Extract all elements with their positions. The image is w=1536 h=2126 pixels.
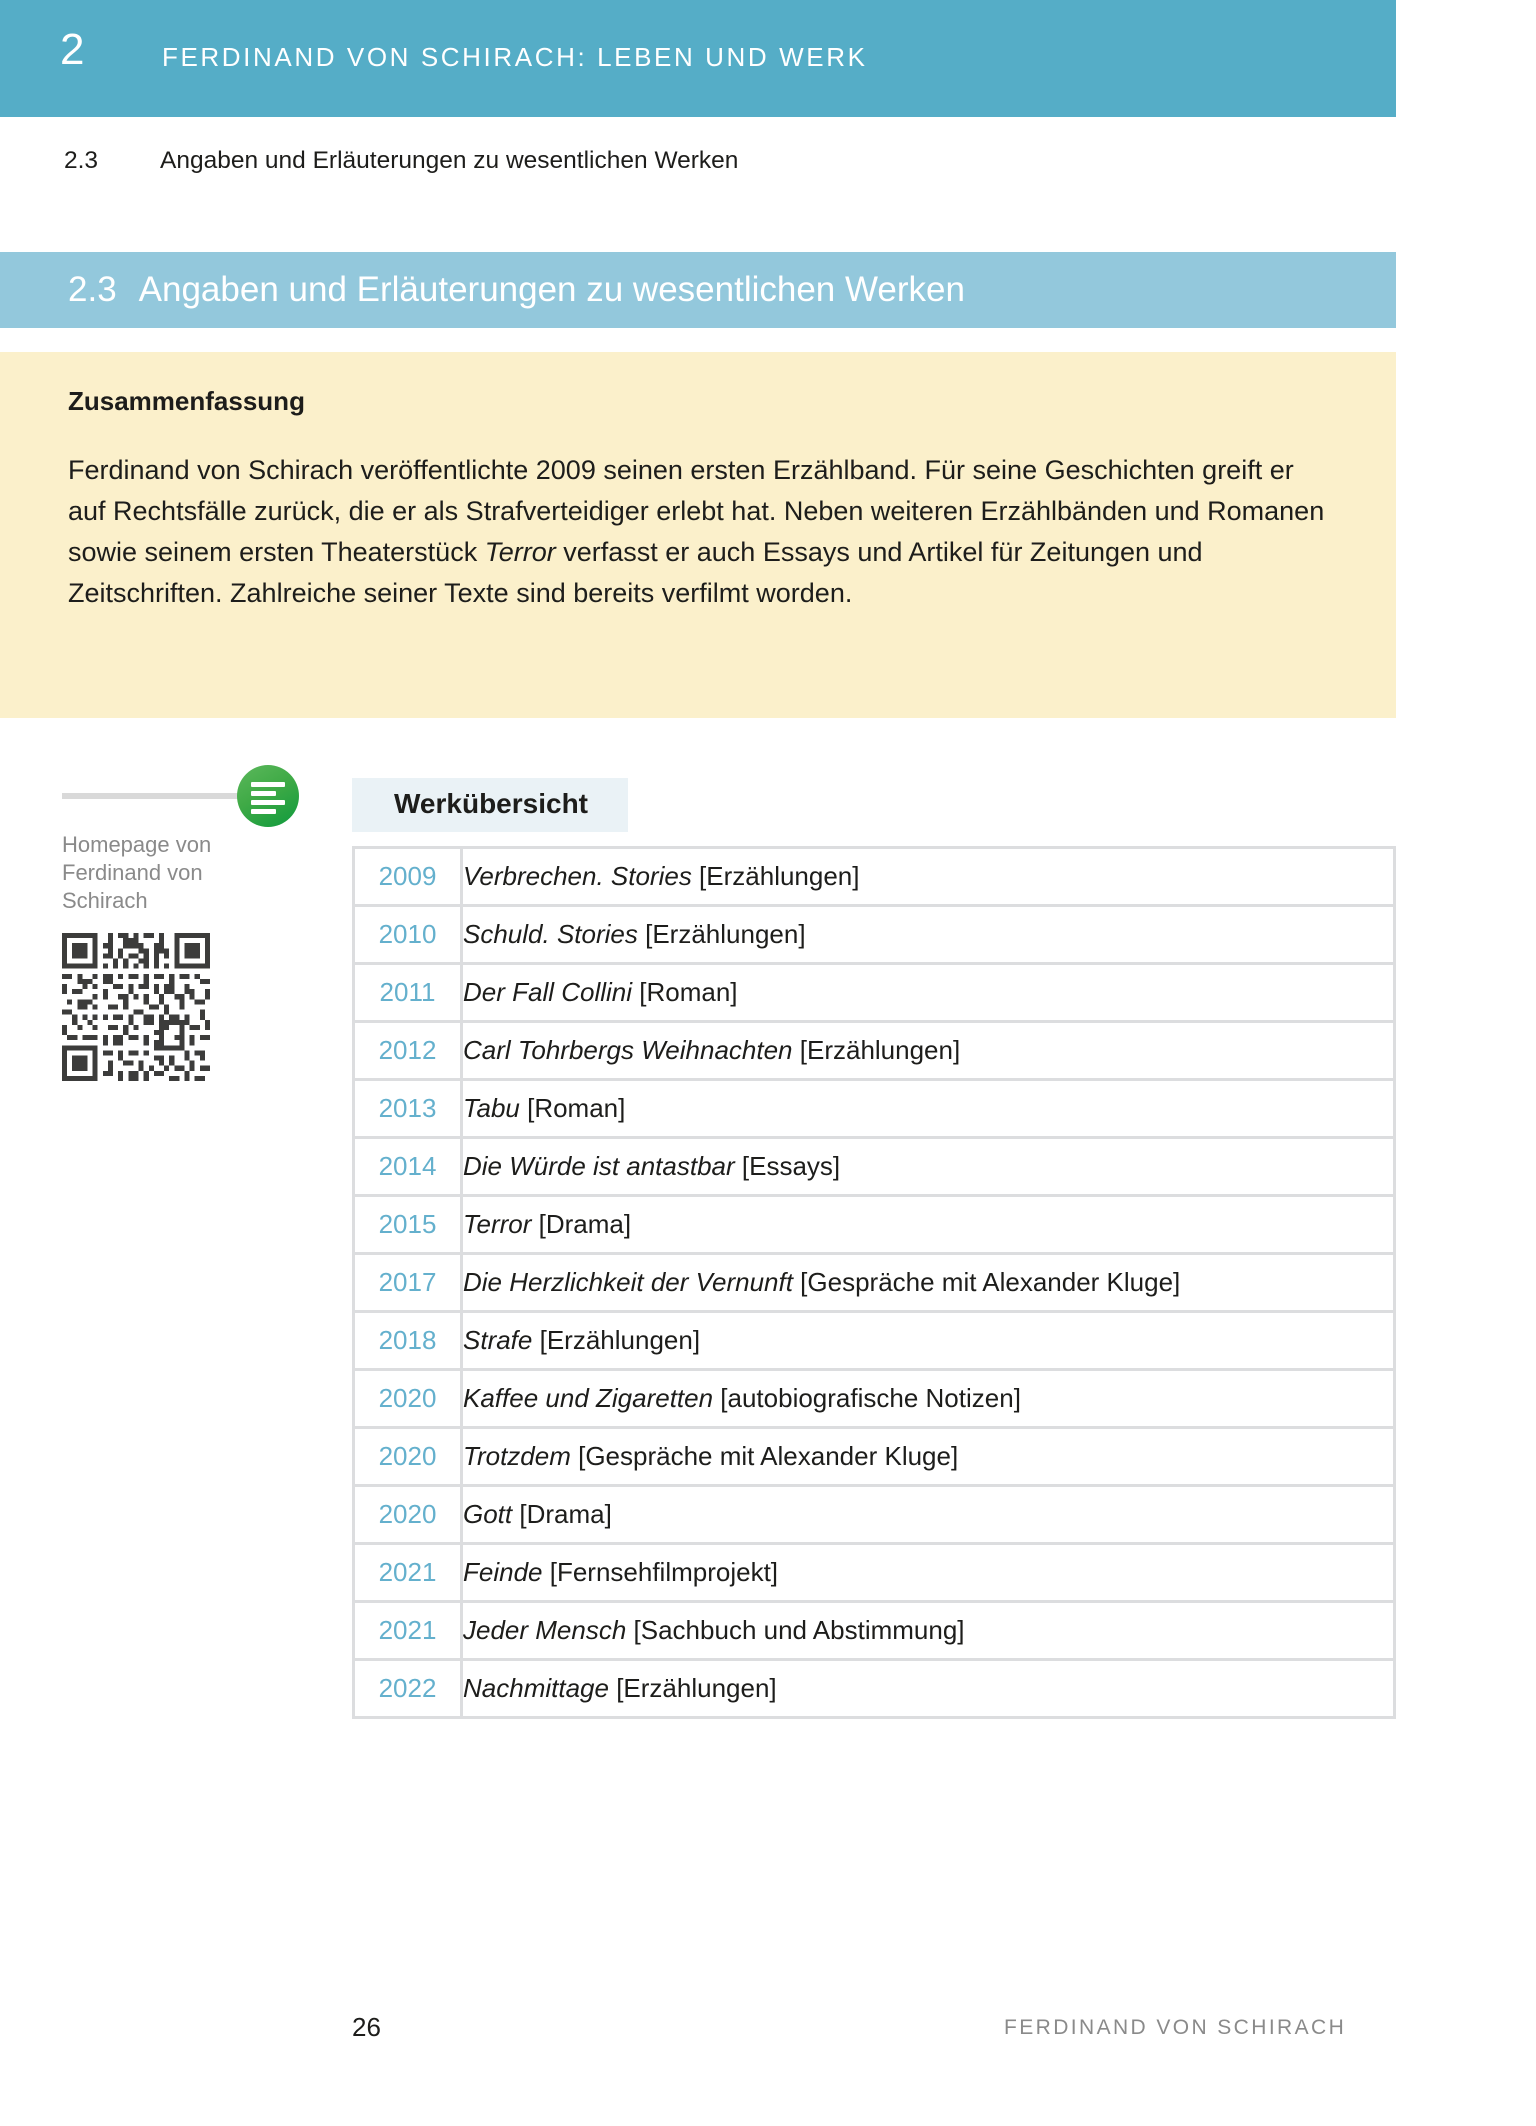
work-genre: [Erzählungen]	[792, 1035, 961, 1065]
work-year: 2018	[354, 1312, 462, 1370]
work-title: Tabu	[463, 1093, 520, 1123]
work-title: Schuld. Stories	[463, 919, 638, 949]
work-title: Verbrechen. Stories	[463, 861, 692, 891]
work-year: 2020	[354, 1486, 462, 1544]
section-title-bar	[0, 252, 1396, 328]
work-year: 2011	[354, 964, 462, 1022]
running-head-number: 2.3	[64, 147, 99, 174]
work-year: 2014	[354, 1138, 462, 1196]
works-overview-tab-label: Werkübersicht	[352, 778, 628, 832]
qr-code[interactable]	[62, 933, 210, 1081]
work-entry	[462, 1138, 1395, 1196]
work-genre: [Erzählungen]	[608, 1673, 777, 1703]
running-head	[64, 146, 1364, 175]
work-title: Die Würde ist antastbar	[463, 1151, 735, 1181]
work-entry	[462, 1602, 1395, 1660]
works-table	[352, 846, 1396, 1719]
work-entry	[462, 1370, 1395, 1428]
table-row	[354, 1080, 1395, 1138]
work-genre: [Roman]	[519, 1093, 626, 1123]
work-title: Feinde	[463, 1557, 543, 1587]
work-genre: [Gespräche mit Alexander Kluge]	[570, 1441, 959, 1471]
table-row	[354, 1370, 1395, 1428]
work-year: 2020	[354, 1370, 462, 1428]
work-genre: [Erzählungen]	[637, 919, 806, 949]
table-row	[354, 1602, 1395, 1660]
work-title: Jeder Mensch	[463, 1615, 627, 1645]
chapter-header-band	[0, 0, 1396, 117]
work-year: 2009	[354, 848, 462, 906]
work-genre: [Erzählungen]	[532, 1325, 701, 1355]
page-number: 26	[352, 2012, 381, 2042]
work-title: Die Herzlichkeit der Vernunft	[463, 1267, 793, 1297]
work-year: 2015	[354, 1196, 462, 1254]
table-row	[354, 1428, 1395, 1486]
table-row	[354, 1544, 1395, 1602]
work-title: Terror	[463, 1209, 532, 1239]
chapter-title: FERDINAND VON SCHIRACH: LEBEN UND WERK	[162, 42, 868, 72]
work-title: Kaffee und Zigaretten	[463, 1383, 714, 1413]
table-row	[354, 848, 1395, 906]
table-row	[354, 964, 1395, 1022]
work-entry	[462, 848, 1395, 906]
running-head-title: Angaben und Erläuterungen zu wesentlichen Werken	[160, 147, 739, 174]
work-year: 2013	[354, 1080, 462, 1138]
work-entry	[462, 1080, 1395, 1138]
work-genre: [Sachbuch und Abstimmung]	[626, 1615, 965, 1645]
table-row	[354, 1022, 1395, 1080]
margin-caption: Homepage von Ferdinand von Schirach	[62, 832, 212, 913]
work-genre: [autobiografische Notizen]	[713, 1383, 1021, 1413]
section-title: Angaben und Erläuterungen zu wesentlichen Werken	[138, 270, 965, 309]
works-overview-block	[352, 778, 1396, 1719]
table-row	[354, 1254, 1395, 1312]
work-genre: [Drama]	[531, 1209, 632, 1239]
work-entry	[462, 1196, 1395, 1254]
work-year: 2022	[354, 1660, 462, 1718]
work-year: 2017	[354, 1254, 462, 1312]
margin-rule-divider	[62, 793, 247, 799]
work-entry	[462, 1544, 1395, 1602]
summary-box	[0, 352, 1396, 718]
work-entry	[462, 964, 1395, 1022]
work-title: Der Fall Collini	[463, 977, 633, 1007]
work-genre: [Fernsehfilmprojekt]	[542, 1557, 779, 1587]
work-year: 2020	[354, 1428, 462, 1486]
table-row	[354, 1196, 1395, 1254]
work-genre: [Essays]	[734, 1151, 841, 1181]
table-row	[354, 906, 1395, 964]
work-title: Nachmittage	[463, 1673, 609, 1703]
table-row	[354, 1660, 1395, 1718]
work-entry	[462, 1428, 1395, 1486]
summary-text	[68, 450, 1330, 614]
work-entry	[462, 1254, 1395, 1312]
work-entry	[462, 1022, 1395, 1080]
summary-heading: Zusammenfassung	[68, 386, 305, 416]
summary-italic-term: Terror	[484, 537, 556, 567]
work-genre: [Roman]	[632, 977, 738, 1007]
work-title: Strafe	[463, 1325, 533, 1355]
footer-title: FERDINAND VON SCHIRACH	[1004, 2016, 1347, 2039]
work-title: Trotzdem	[463, 1441, 571, 1471]
summary-text-part-2: verfasst er auch Essays und Artikel für Zeitungen und Zeitschriften. Zahlreiche seiner Texte sind bereits verfilmt worden.	[68, 537, 1203, 608]
work-entry	[462, 906, 1395, 964]
work-year: 2010	[354, 906, 462, 964]
work-title: Carl Tohrbergs Weihnachten	[463, 1035, 793, 1065]
work-year: 2012	[354, 1022, 462, 1080]
summary-text-part-1: Ferdinand von Schirach veröffentlichte 2009 seinen ersten Erzählband. Für seine Geschichten greift er auf Rechtsfälle zurück, die er als Strafverteidiger erlebt hat. Neben weiteren Erzählbänden und Romanen sowie seinem ersten Theaterstück	[68, 455, 1325, 567]
work-entry	[462, 1312, 1395, 1370]
section-number: 2.3	[68, 270, 117, 309]
work-title: Gott	[463, 1499, 513, 1529]
work-entry	[462, 1660, 1395, 1718]
work-entry	[462, 1486, 1395, 1544]
work-genre: [Gespräche mit Alexander Kluge]	[792, 1267, 1181, 1297]
green-document-lines-icon	[237, 765, 299, 827]
work-year: 2021	[354, 1602, 462, 1660]
work-year: 2021	[354, 1544, 462, 1602]
table-row	[354, 1486, 1395, 1544]
work-genre: [Drama]	[512, 1499, 612, 1529]
work-genre: [Erzählungen]	[691, 861, 860, 891]
chapter-number: 2	[60, 25, 85, 74]
margin-column	[62, 765, 312, 1081]
table-row	[354, 1312, 1395, 1370]
table-row	[354, 1138, 1395, 1196]
